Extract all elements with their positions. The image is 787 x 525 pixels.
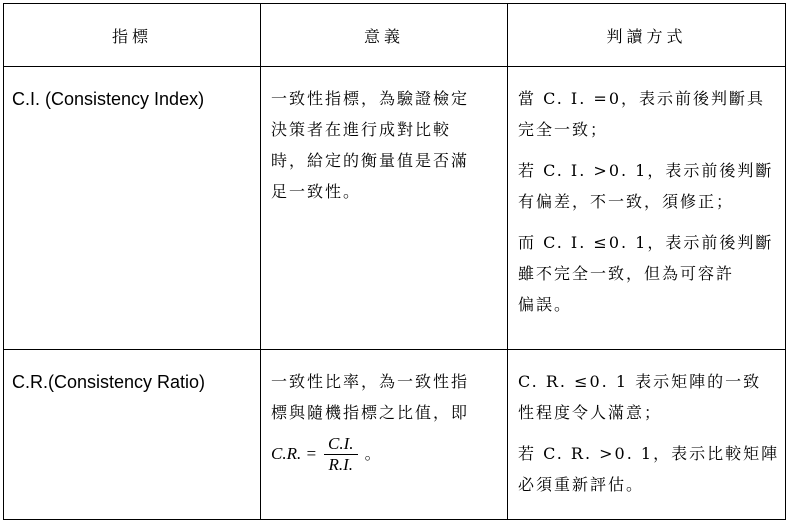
text-line: 完全一致； bbox=[518, 120, 609, 139]
text-line: 當 C. I. =0，表示前後判斷具 bbox=[518, 89, 766, 108]
text-line: 有偏差，不一致，須修正； bbox=[518, 192, 735, 211]
header-row bbox=[4, 4, 786, 67]
formula-denominator: R.I. bbox=[328, 455, 354, 474]
interpretation-paragraph bbox=[518, 227, 779, 320]
meaning-line: 一致性比率，為一致性指 bbox=[271, 372, 470, 391]
term-ci: C.I. (Consistency Index) bbox=[4, 67, 261, 350]
interpretation-cr bbox=[508, 350, 786, 520]
consistency-table bbox=[3, 3, 786, 520]
formula-suffix: 。 bbox=[364, 444, 383, 463]
table-row bbox=[4, 350, 786, 520]
interpretation-ci bbox=[508, 67, 786, 350]
formula-lhs: C.R. = bbox=[271, 444, 317, 463]
formula-numerator: C.I. bbox=[324, 434, 358, 455]
text-line: 雖不完全一致，但為可容許 bbox=[518, 264, 735, 283]
header-meaning: 意義 bbox=[261, 4, 508, 67]
interpretation-paragraph bbox=[518, 438, 779, 500]
meaning-line: 足一致性。 bbox=[271, 182, 362, 201]
table-row bbox=[4, 67, 786, 350]
interpretation-paragraph bbox=[518, 83, 779, 145]
meaning-line: 時，給定的衡量值是否滿 bbox=[271, 151, 470, 170]
formula bbox=[271, 434, 501, 475]
formula-fraction bbox=[324, 434, 358, 475]
meaning-line: 一致性指標，為驗證檢定 bbox=[271, 89, 470, 108]
text-line: 必須重新評估。 bbox=[518, 475, 645, 494]
interpretation-paragraph bbox=[518, 366, 779, 428]
header-indicator: 指標 bbox=[4, 4, 261, 67]
interpretation-paragraph bbox=[518, 155, 779, 217]
meaning-cr bbox=[261, 350, 508, 520]
text-line: 若 C. R. >0. 1，表示比較矩陣 bbox=[518, 444, 780, 463]
term-cr: C.R.(Consistency Ratio) bbox=[4, 350, 261, 520]
meaning-line: 標與隨機指標之比值，即 bbox=[271, 403, 470, 422]
meaning-line: 決策者在進行成對比較 bbox=[271, 120, 452, 139]
text-line: 而 C. I. ≤0. 1，表示前後判斷 bbox=[518, 233, 774, 252]
header-interpretation: 判讀方式 bbox=[508, 4, 786, 67]
text-line: 偏誤。 bbox=[518, 295, 573, 314]
text-line: 性程度令人滿意； bbox=[518, 403, 663, 422]
meaning-ci bbox=[261, 67, 508, 350]
text-line: C. R. ≤0. 1 表示矩陣的一致 bbox=[518, 372, 762, 391]
text-line: 若 C. I. >0. 1，表示前後判斷 bbox=[518, 161, 774, 180]
